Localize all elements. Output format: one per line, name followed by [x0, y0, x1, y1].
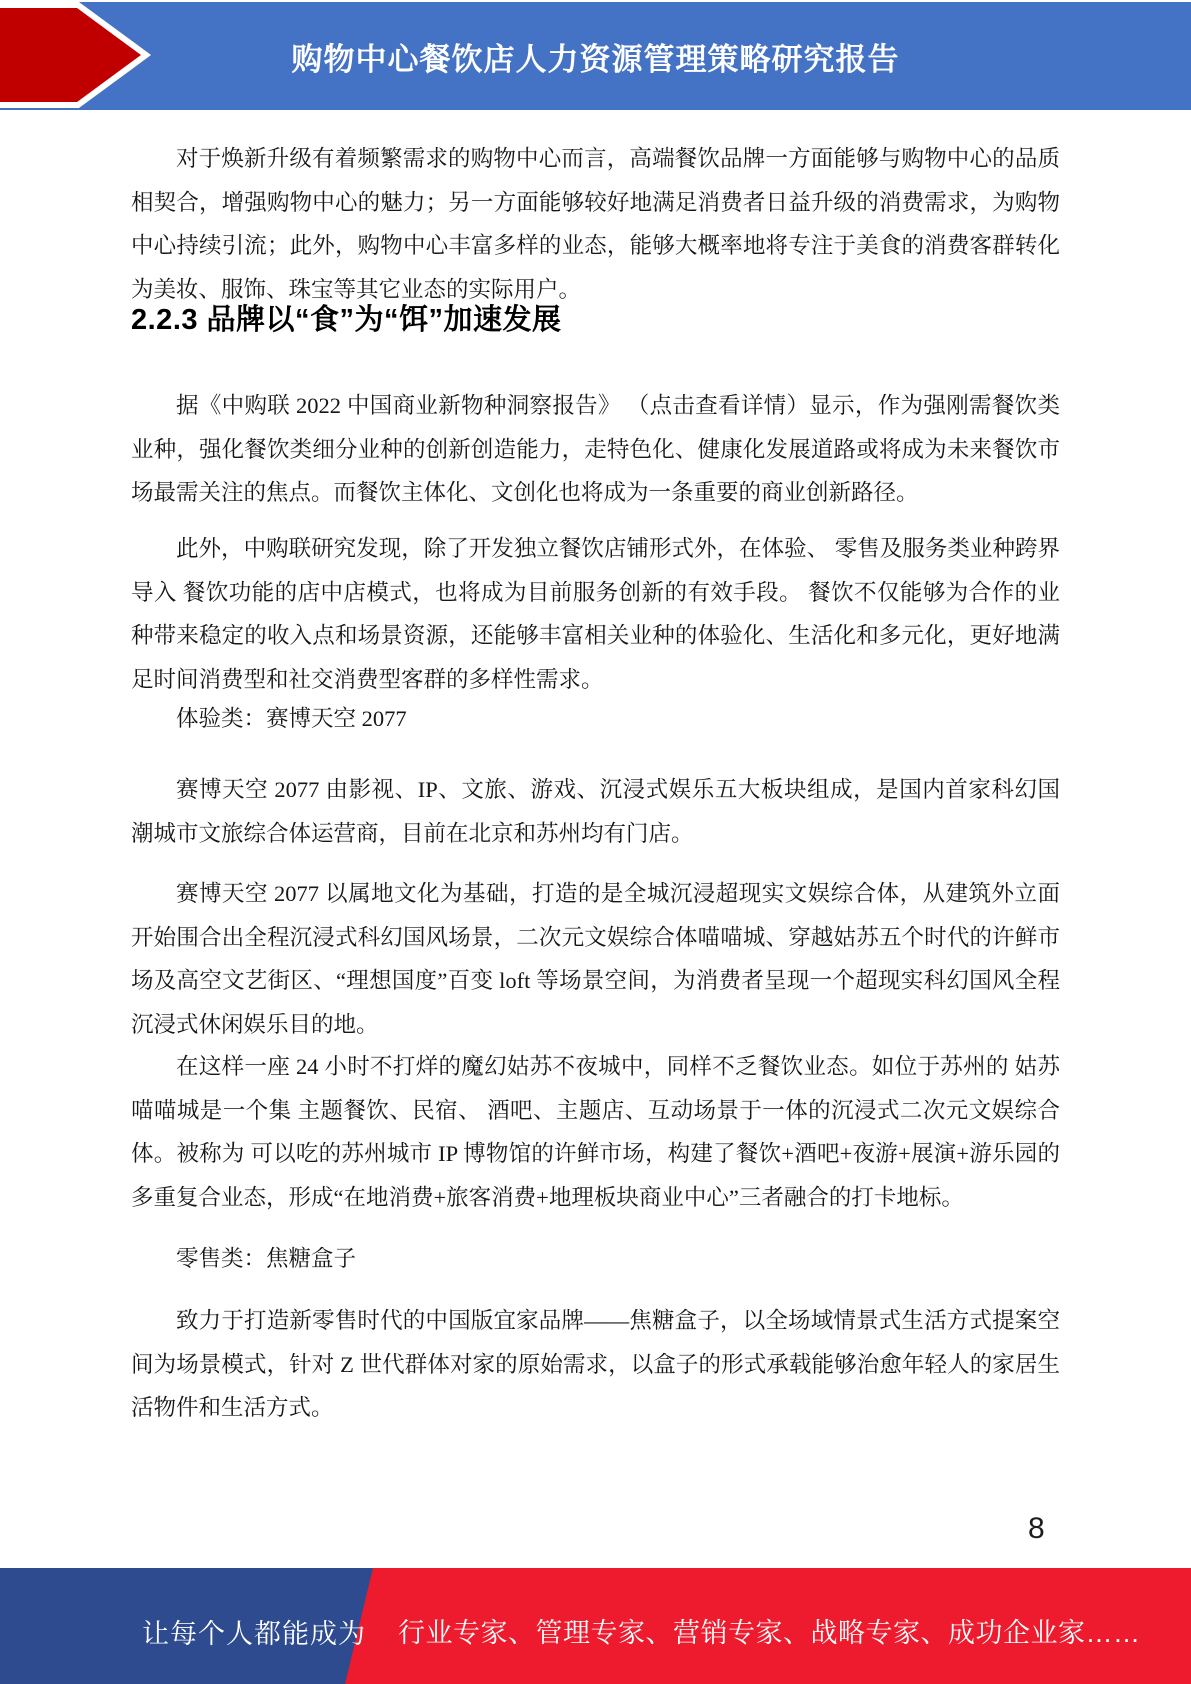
page-number: 8 [1028, 1512, 1045, 1545]
paragraph-intro: 对于焕新升级有着频繁需求的购物中心而言，高端餐饮品牌一方面能够与购物中心的品质相契合，增强购物中心的魅力；另一方面能够较好地满足消费者日益升级的消费需求，为购物中心持续引流；此外，购物中心丰富多样的业态，能够大概率地将专注于美食的消费客群转化为美妆、服饰、珠宝等其它业态的实际用户。 [131, 146, 1060, 302]
paragraph-gusu-city: 在这样一座 24 小时不打烊的魔幻姑苏不夜城中，同样不乏餐饮业态。如位于苏州的 姑苏喵喵城是一个集 主题餐饮、民宿、 酒吧、主题店、互动场景于一体的沉浸式二次元文娱综合体。被称为 可以吃的苏州城市 IP 博物馆的许鲜市场，构建了餐饮+酒吧+夜游+展演+游乐园的多重复合业态，形成“在地消费+旅客消费+地理板块商业中心”三者融合的打卡地标。 [131, 1054, 1060, 1210]
page-header [0, 2, 1191, 110]
label-experience-category: 体验类：赛博天空 2077 [176, 706, 407, 731]
paragraph-cybersky-detail: 赛博天空 2077 以属地文化为基础，打造的是全城沉浸超现实文娱综合体，从建筑外立面开始围合出全程沉浸式科幻国风场景，二次元文娱综合体喵喵城、穿越姑苏五个时代的许鲜市场及高空文艺街区、“理想国度”百变 loft 等场景空间，为消费者呈现一个超现实科幻国风全程沉浸式休闲娱乐目的地。 [131, 881, 1060, 1037]
section-heading: 2.2.3 品牌以“食”为“饵”加速发展 [131, 304, 562, 336]
paragraph-caramel-box: 致力于打造新零售时代的中国版宜家品牌——焦糖盒子，以全场域情景式生活方式提案空间为场景模式，针对 Z 世代群体对家的原始需求，以盒子的形式承载能够治愈年轻人的家居生活物件和生活方式。 [131, 1308, 1060, 1420]
label-retail-category: 零售类：焦糖盒子 [176, 1246, 357, 1271]
paragraph-cybersky-intro: 赛博天空 2077 由影视、IP、文旅、游戏、沉浸式娱乐五大板块组成，是国内首家科幻国潮城市文旅综合体运营商，目前在北京和苏州均有门店。 [131, 777, 1060, 846]
footer-expert-list: 行业专家、管理专家、营销专家、战略专家、成功企业家…… [398, 1618, 1141, 1648]
paragraph-report-citation: 据《中购联 2022 中国商业新物种洞察报告》 （点击查看详情）显示，作为强刚需餐饮类业种，强化餐饮类细分业种的创新创造能力，走特色化、健康化发展道路或将成为未来餐饮市场最需关注的焦点。而餐饮主体化、文创化也将成为一条重要的商业创新路径。 [131, 393, 1060, 505]
paragraph-store-in-store: 此外，中购联研究发现，除了开发独立餐饮店铺形式外，在体验、 零售及服务类业种跨界导入 餐饮功能的店中店模式，也将成为目前服务创新的有效手段。 餐饮不仅能够为合作的业种带来稳定的收入点和场景资源，还能够丰富相关业种的体验化、生活化和多元化，更好地满足时间消费型和社交消费型客群的多样性需求。 [131, 536, 1060, 692]
page-footer [0, 1568, 1191, 1684]
footer-slogan: 让每个人都能成为 [142, 1619, 366, 1649]
report-title: 购物中心餐饮店人力资源管理策略研究报告 [291, 41, 900, 77]
